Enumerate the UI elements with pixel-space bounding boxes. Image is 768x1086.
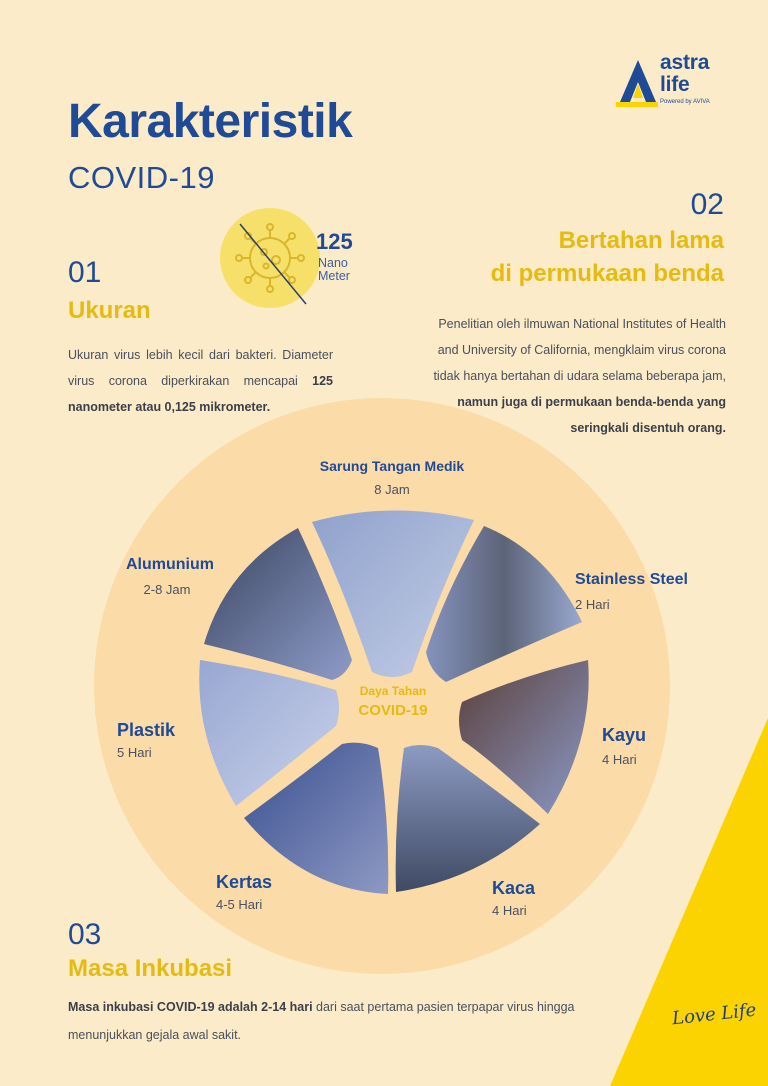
wheel-center-line1: Daya Tahan (359, 684, 427, 698)
virus-size-unit-line2: Meter (318, 269, 350, 283)
surface-name: Plastik (117, 720, 176, 740)
section-incubation-text (68, 993, 588, 1049)
section-surface-title-line2: di permukaan benda (490, 260, 724, 287)
page-title: Karakteristik (68, 95, 353, 148)
surface-name: Kaca (492, 878, 536, 898)
surface-duration: 4-5 Hari (216, 897, 263, 912)
surface-label-kaca (492, 878, 535, 918)
section-surface-title-line1: Bertahan lama (558, 227, 724, 254)
wheel-center-label (332, 684, 454, 719)
section-size-number: 01 (68, 256, 102, 289)
surface-duration: 4 Hari (602, 752, 637, 767)
logo-powered-by: Powered by AVIVA (660, 99, 710, 105)
surface-label-stainless-steel (575, 571, 688, 612)
section-incubation-number: 03 (68, 918, 102, 951)
surface-label-sarung-tangan (292, 458, 492, 497)
surface-label-alumunium (100, 556, 214, 597)
section-size-text-plain: Ukuran virus lebih kecil dari bakteri. Diameter virus corona diperkirakan mencapai (68, 348, 333, 388)
page-subtitle: COVID-19 (68, 160, 215, 195)
surface-name: Stainless Steel (575, 571, 688, 588)
surface-name: Sarung Tangan Medik (319, 458, 465, 474)
section-incubation-text-plain: dari saat pertama pasien terpapar virus hingga menunjukkan gejala awal sakit. (68, 1000, 575, 1042)
surface-name: Kertas (216, 872, 273, 892)
section-surface-text-bold: namun juga di permukaan benda-benda yang seringkali disentuh orang. (457, 395, 726, 435)
logo-text-life: life (660, 73, 690, 96)
section-incubation-text-bold: Masa inkubasi COVID-19 adalah 2-14 hari (68, 1000, 313, 1014)
surface-duration: 8 Jam (374, 482, 410, 497)
section-size-title: Ukuran (68, 297, 151, 324)
surface-name: Alumunium (126, 556, 214, 573)
surface-label-kayu (602, 725, 646, 767)
surface-name: Kayu (602, 725, 647, 745)
surface-label-plastik (117, 720, 175, 760)
section-incubation-title: Masa Inkubasi (68, 955, 233, 982)
virus-size-value: 125 (316, 229, 353, 254)
surface-duration: 2 Hari (575, 597, 610, 612)
virus-size-unit-line1: Nano (318, 256, 348, 270)
surface-duration: 2-8 Jam (143, 582, 191, 597)
surface-duration: 4 Hari (492, 903, 527, 918)
surface-duration: 5 Hari (117, 745, 152, 760)
section-size-text-bold: 125 nanometer atau 0,125 mikrometer. (68, 374, 333, 414)
section-surface-text-plain: Penelitian oleh ilmuwan National Institutes of Health and University of California, mengklaim virus corona tidak hanya bertahan di udara selama beberapa jam, (433, 317, 726, 383)
surface-label-kertas (216, 872, 272, 912)
wheel-center-line2: COVID-19 (358, 702, 428, 719)
love-life-tagline: Love Life (671, 999, 758, 1030)
section-surface-number: 02 (690, 188, 724, 221)
logo-text-astra: astra (660, 51, 710, 74)
